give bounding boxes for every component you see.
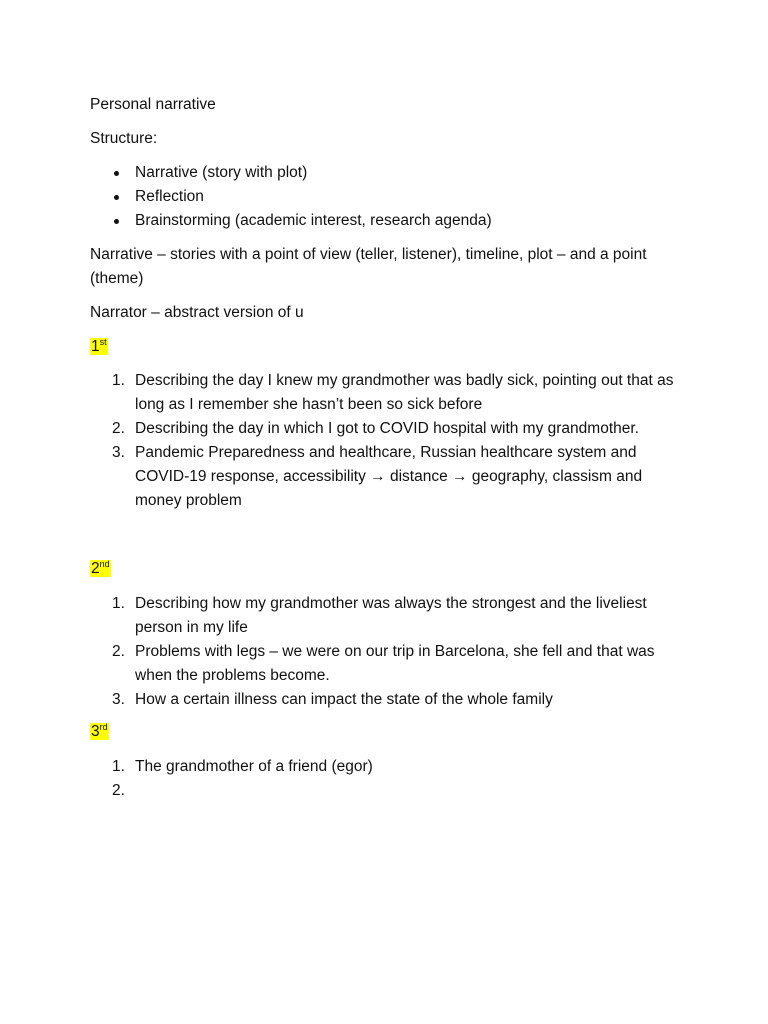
section-heading-2 xyxy=(90,557,690,581)
list-item: Narrative (story with plot) xyxy=(90,161,492,185)
section-heading-1 xyxy=(90,335,690,359)
document-title: Personal narrative xyxy=(90,96,216,113)
list-item: Reflection xyxy=(90,185,492,209)
list-item: 3. Pandemic Preparedness and healthcare, Russian healthcare system and COVID-19 response, accessibility → distance → geography, classism and money problem xyxy=(112,444,643,509)
structure-list xyxy=(90,161,492,233)
structure-label: Structure: xyxy=(90,130,158,147)
highlighted-heading: 2nd xyxy=(91,559,110,577)
list-item: 1. The grandmother of a friend (egor) xyxy=(112,758,373,775)
list-item: Brainstorming (academic interest, research agenda) xyxy=(90,209,492,233)
section-heading-3 xyxy=(90,720,690,744)
section-3-list xyxy=(90,755,690,803)
list-item: 1. Describing the day I knew my grandmother was badly sick, pointing out that as long as I remember she hasn’t been so sick before xyxy=(112,372,674,413)
list-item: 2. xyxy=(112,782,125,799)
section-1-list xyxy=(90,369,690,513)
section-2-list xyxy=(90,592,690,712)
highlighted-heading: 1st xyxy=(91,337,107,355)
list-item: 3. How a certain illness can impact the state of the whole family xyxy=(112,691,553,708)
highlighted-heading: 3rd xyxy=(91,722,108,740)
list-item: 2. Problems with legs – we were on our trip in Barcelona, she fell and that was when the problems become. xyxy=(112,643,655,684)
list-item: 2. Describing the day in which I got to COVID hospital with my grandmother. xyxy=(112,420,639,437)
list-item: 1. Describing how my grandmother was always the strongest and the liveliest person in my life xyxy=(112,595,647,636)
narrative-definition: Narrative – stories with a point of view (teller, listener), timeline, plot – and a point (theme) xyxy=(90,246,647,287)
narrator-definition: Narrator – abstract version of u xyxy=(90,304,304,321)
